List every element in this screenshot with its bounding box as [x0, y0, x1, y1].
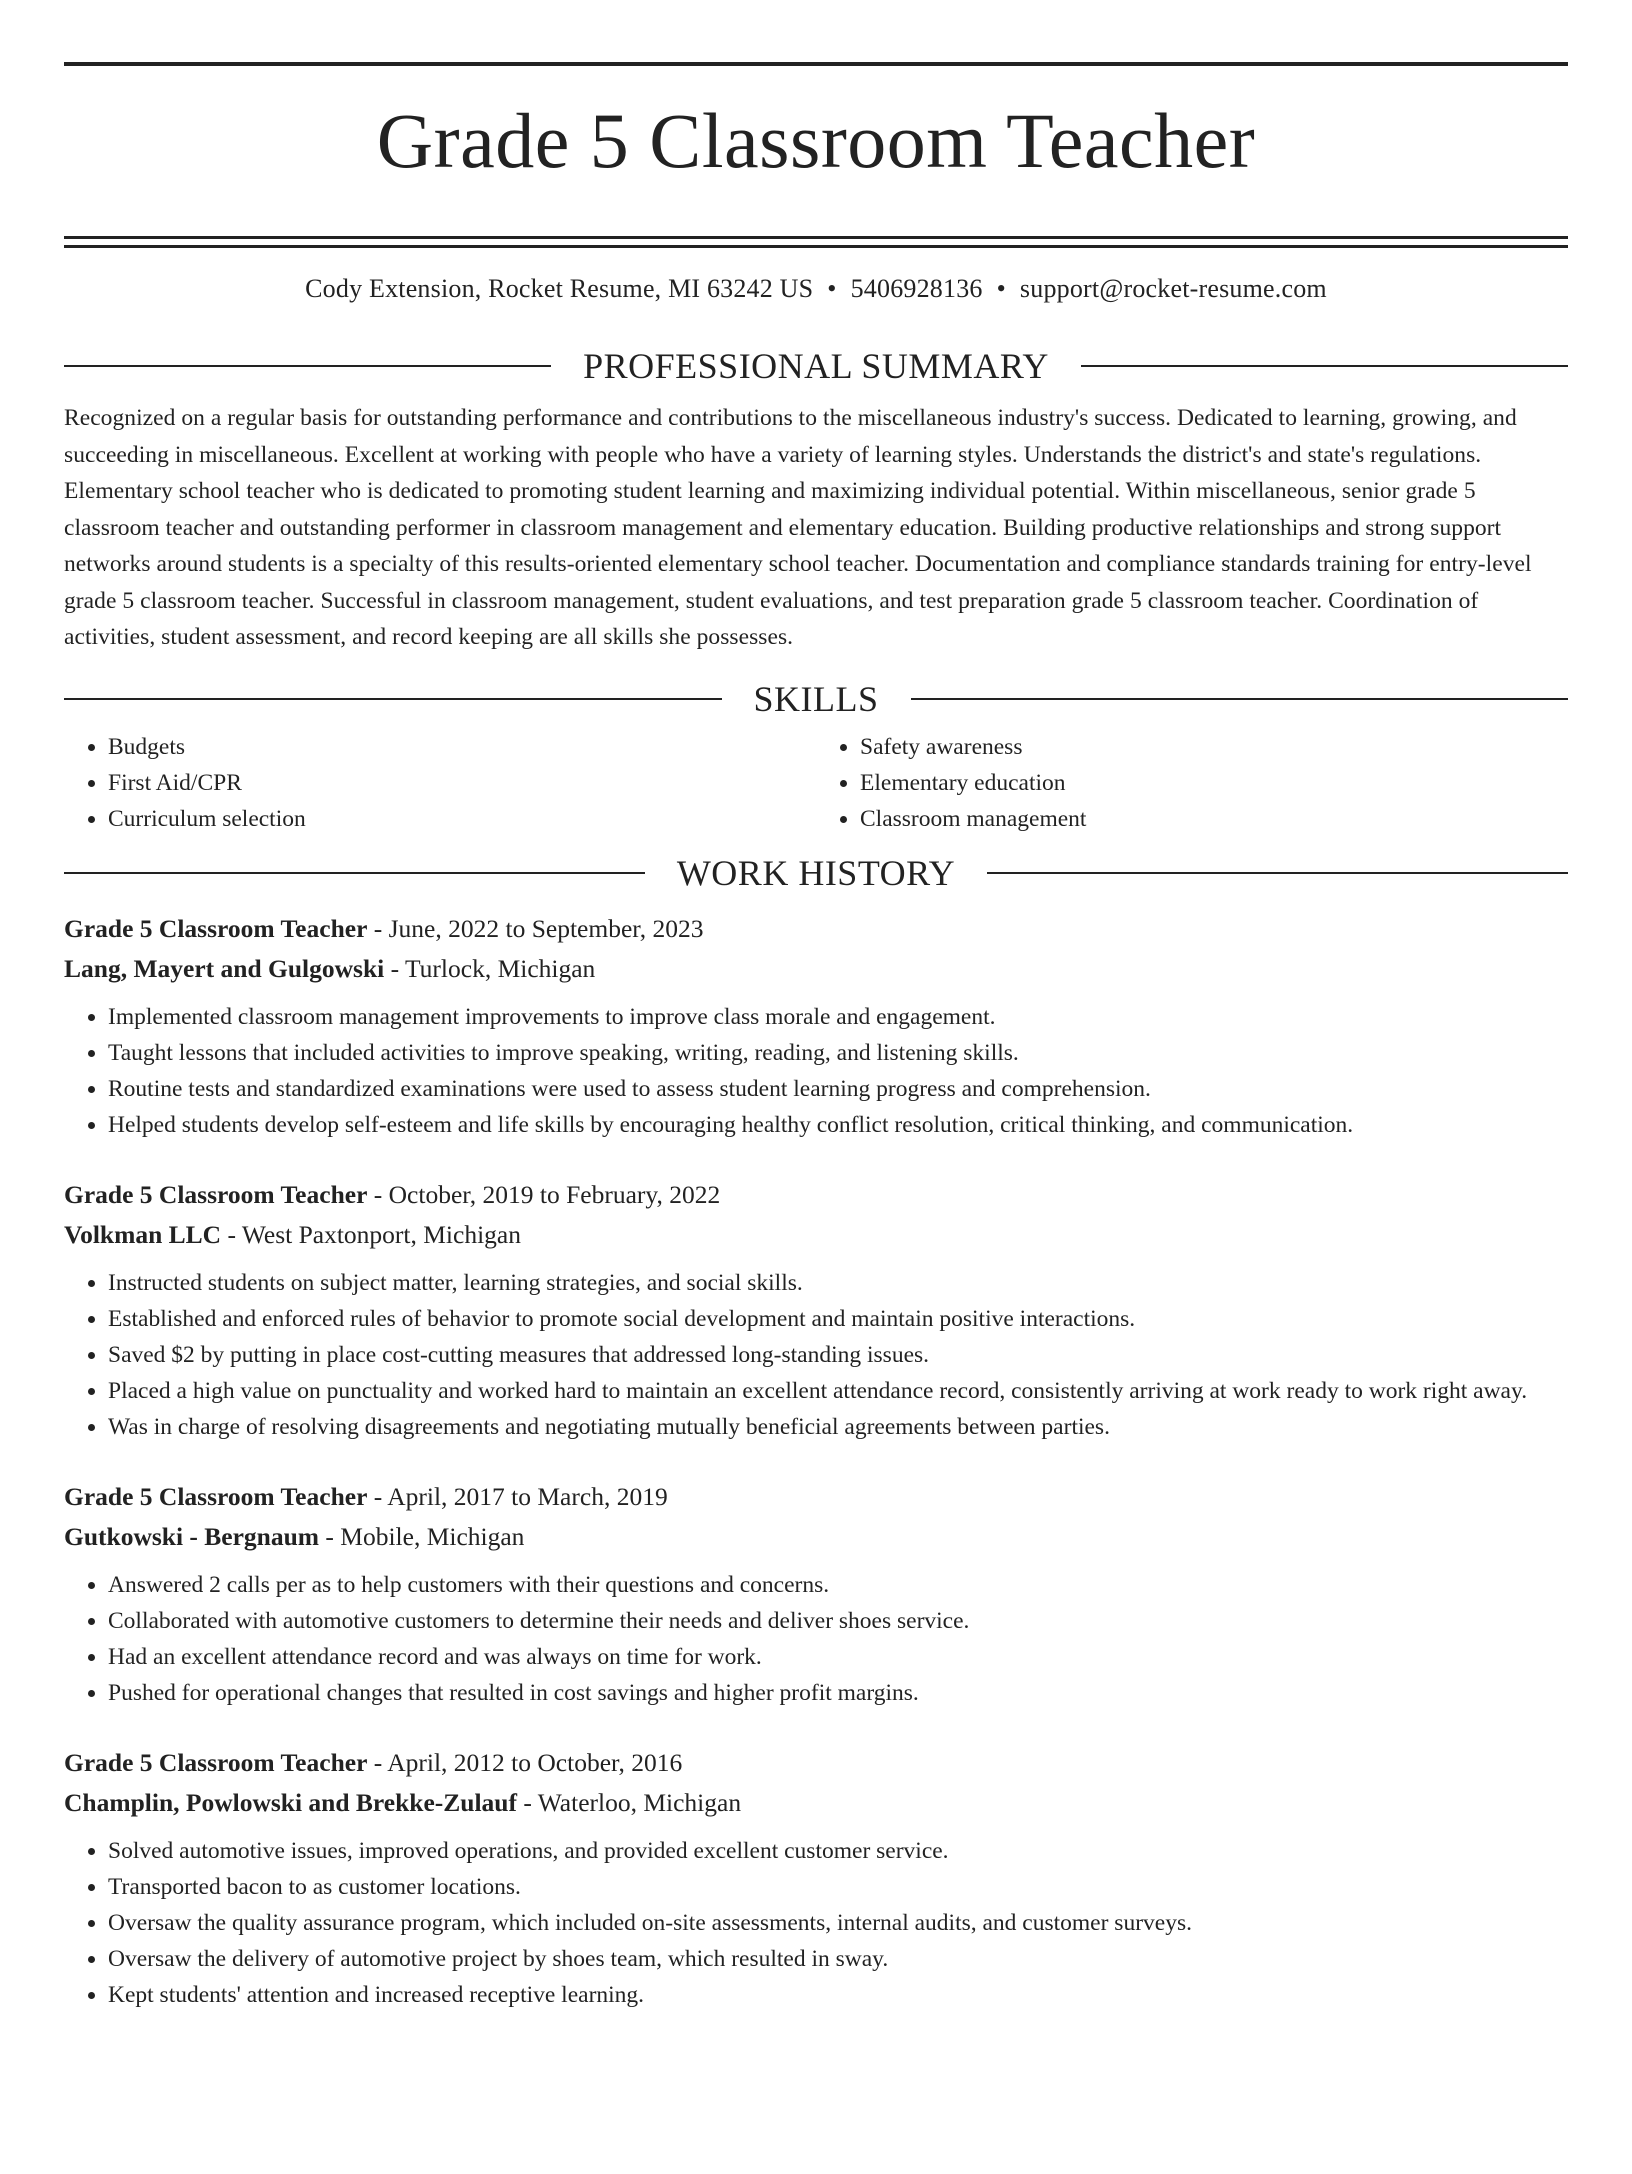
section-rule-left: [64, 872, 645, 874]
contact-phone: 5406928136: [850, 274, 983, 303]
job-title-line: [64, 1743, 1568, 1783]
resume-page: [0, 62, 1632, 2013]
job-company: Gutkowski - Bergnaum: [64, 1522, 320, 1551]
contact-separator: •: [996, 274, 1006, 303]
job-bullet: • Routine tests and standardized examinations were used to assess student learning progress and comprehension.: [108, 1071, 1568, 1107]
job-dates: - April, 2017 to March, 2019: [367, 1482, 668, 1511]
skills-section-header: [64, 679, 1568, 719]
job-title-line: [64, 1477, 1568, 1517]
job-location: - Mobile, Michigan: [319, 1522, 525, 1551]
skill-item: • First Aid/CPR: [108, 765, 816, 801]
job-title-line: [64, 1175, 1568, 1215]
job-entry: [64, 1477, 1568, 1711]
job-title: Grade 5 Classroom Teacher: [64, 1180, 368, 1209]
skills-column-left: [64, 729, 816, 837]
job-bullet: • Answered 2 calls per as to help customers with their questions and concerns.: [108, 1567, 1568, 1603]
job-company-line: [64, 949, 1568, 989]
job-bullet: • Placed a high value on punctuality and worked hard to maintain an excellent attendance record, consistently arriving at work ready to work right away.: [108, 1373, 1568, 1409]
job-bullet: • Oversaw the quality assurance program, which included on-site assessments, internal audits, and customer surveys.: [108, 1905, 1568, 1941]
resume-title: Grade 5 Classroom Teacher: [376, 97, 1256, 184]
job-entry: [64, 909, 1568, 1143]
skill-item: • Curriculum selection: [108, 801, 816, 837]
title-rule-upper: [64, 236, 1568, 239]
skill-item: • Classroom management: [860, 801, 1568, 837]
job-company: Volkman LLC: [64, 1220, 222, 1249]
job-bullet: • Pushed for operational changes that resulted in cost savings and higher profit margins.: [108, 1675, 1568, 1711]
section-rule-right: [1081, 365, 1568, 367]
job-bullets: [64, 1265, 1568, 1445]
summary-section-header: [64, 346, 1568, 386]
summary-heading: PROFESSIONAL SUMMARY: [583, 346, 1049, 386]
top-rule: [64, 62, 1568, 66]
work-section-header: [64, 853, 1568, 893]
job-bullet: • Kept students' attention and increased receptive learning.: [108, 1977, 1568, 2013]
job-company: Champlin, Powlowski and Brekke-Zulauf: [64, 1788, 517, 1817]
summary-text: Recognized on a regular basis for outstanding performance and contributions to the miscellaneous industry's success. Dedicated to learning, growing, and succeeding in miscellaneous. Excellent at working with people who have a variety of learning styles. Understands the district's and state's regulations. Elementary school teacher who is dedicated to promoting student learning and maximizing individual potential. Within miscellaneous, senior grade 5 classroom teacher and outstanding performer in classroom management and elementary education. Building productive relationships and strong support networks around students is a specialty of this results-oriented elementary school teacher. Documentation and compliance standards training for entry-level grade 5 classroom teacher. Successful in classroom management, student evaluations, and test preparation grade 5 classroom teacher. Coordination of activities, student assessment, and record keeping are all skills she possesses.: [64, 405, 1532, 650]
skills-column-right: [816, 729, 1568, 837]
job-bullets: [64, 999, 1568, 1143]
job-bullet: • Instructed students on subject matter, learning strategies, and social skills.: [108, 1265, 1568, 1301]
job-bullets: [64, 1833, 1568, 2013]
job-bullet: • Taught lessons that included activities to improve speaking, writing, reading, and listening skills.: [108, 1035, 1568, 1071]
job-location: - Waterloo, Michigan: [516, 1788, 742, 1817]
job-bullet: • Was in charge of resolving disagreements and negotiating mutually beneficial agreements between parties.: [108, 1409, 1568, 1445]
skill-item: • Safety awareness: [860, 729, 1568, 765]
job-dates: - October, 2019 to February, 2022: [367, 1180, 721, 1209]
job-bullet: • Transported bacon to as customer locations.: [108, 1869, 1568, 1905]
work-heading: WORK HISTORY: [676, 853, 956, 893]
job-entry: [64, 1175, 1568, 1445]
job-dates: - June, 2022 to September, 2023: [367, 914, 704, 943]
contact-email: support@rocket-resume.com: [1019, 274, 1327, 303]
job-bullet: • Oversaw the delivery of automotive project by shoes team, which resulted in sway.: [108, 1941, 1568, 1977]
contact-address: Cody Extension, Rocket Resume, MI 63242 US: [305, 274, 814, 303]
job-title-line: [64, 909, 1568, 949]
job-bullet: • Implemented classroom management improvements to improve class morale and engagement.: [108, 999, 1568, 1035]
section-rule-left: [64, 698, 722, 700]
section-rule-right: [911, 698, 1569, 700]
job-bullet: • Collaborated with automotive customers to determine their needs and deliver shoes service.: [108, 1603, 1568, 1639]
job-location: - West Paxtonport, Michigan: [221, 1220, 521, 1249]
job-company-line: [64, 1517, 1568, 1557]
job-company-line: [64, 1783, 1568, 1823]
section-rule-right: [987, 872, 1568, 874]
job-bullet: • Solved automotive issues, improved operations, and provided excellent customer service.: [108, 1833, 1568, 1869]
skills-list: [64, 729, 1568, 837]
job-bullet: • Had an excellent attendance record and was always on time for work.: [108, 1639, 1568, 1675]
job-title: Grade 5 Classroom Teacher: [64, 1748, 368, 1777]
contact-separator: •: [827, 274, 837, 303]
title-rule-lower: [64, 245, 1568, 248]
job-bullet: • Saved $2 by putting in place cost-cutting measures that addressed long-standing issues.: [108, 1337, 1568, 1373]
job-company-line: [64, 1215, 1568, 1255]
skill-item: • Budgets: [108, 729, 816, 765]
skill-item: • Elementary education: [860, 765, 1568, 801]
contact-line: [64, 274, 1568, 304]
section-rule-left: [64, 365, 551, 367]
job-location: - Turlock, Michigan: [384, 954, 596, 983]
job-dates: - April, 2012 to October, 2016: [367, 1748, 683, 1777]
job-company: Lang, Mayert and Gulgowski: [64, 954, 385, 983]
job-title: Grade 5 Classroom Teacher: [64, 1482, 368, 1511]
job-entry: [64, 1743, 1568, 2013]
job-bullet: • Established and enforced rules of behavior to promote social development and maintain positive interactions.: [108, 1301, 1568, 1337]
job-bullets: [64, 1567, 1568, 1711]
job-title: Grade 5 Classroom Teacher: [64, 914, 368, 943]
job-bullet: • Helped students develop self-esteem and life skills by encouraging healthy conflict resolution, critical thinking, and communication.: [108, 1107, 1568, 1143]
skills-heading: SKILLS: [753, 679, 879, 719]
